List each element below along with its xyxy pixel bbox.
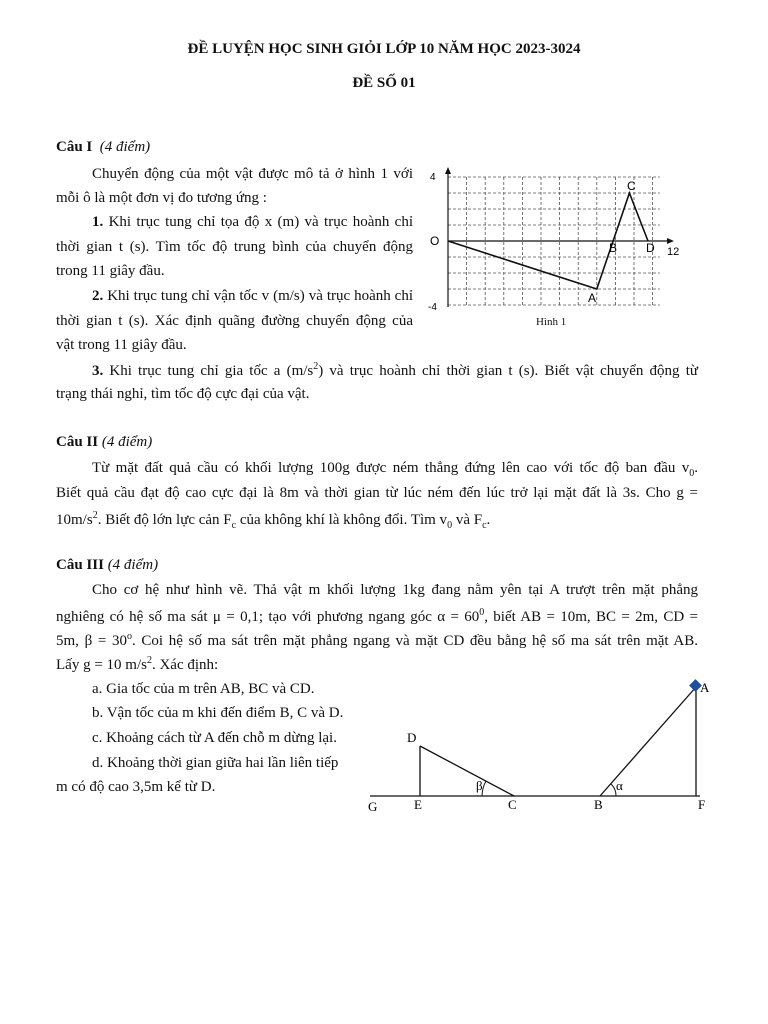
q1-intro-line-2: mỗi ô là một đơn vị đo tương ứng : xyxy=(56,190,267,206)
q1-part-1-number: 1. xyxy=(92,214,104,230)
figure-1-caption: Hình 1 xyxy=(536,316,567,328)
point-b-label: B xyxy=(609,241,618,255)
q2-line-1-text: Từ mặt đất quả cầu có khối lượng 100g được ném thẳng đứng lên cao với tốc độ ban đầu v xyxy=(92,460,690,476)
q2-line-1 xyxy=(92,460,698,479)
q3-line-2 xyxy=(56,607,698,626)
question-2-points: (4 điểm) xyxy=(101,434,153,450)
q3-item-d-line-2: m có độ cao 3,5m kể từ D. xyxy=(56,779,216,795)
question-2-label: Câu II xyxy=(56,434,99,450)
q2-l3b: 2 xyxy=(92,510,98,521)
figure-1-graph xyxy=(420,165,690,335)
label-g: G xyxy=(368,799,378,814)
y-axis-arrow-icon xyxy=(445,167,451,174)
label-c: C xyxy=(508,797,517,812)
question-1-points: (4 điểm) xyxy=(99,139,151,155)
q3-line-4 xyxy=(56,655,218,674)
point-d-label: D xyxy=(646,241,655,255)
question-1-label: Câu I xyxy=(56,139,93,155)
q2-l3i: . xyxy=(486,512,491,528)
x-axis-arrow-icon xyxy=(667,238,674,244)
q1-part-3-text-c: ) và trục hoành chỉ thời gian t (s). Biết vật chuyển động từ xyxy=(318,363,699,379)
point-c-label: C xyxy=(627,179,636,193)
q3-item-c: c. Khoảng cách từ A đến chỗ m dừng lại. xyxy=(92,730,337,746)
q3-l3b: o xyxy=(126,631,132,642)
label-alpha: α xyxy=(616,778,623,793)
q1-part-3-text-a: Khi trục tung chỉ gia tốc a (m/s xyxy=(109,363,314,379)
q2-line-1-sub: 0 xyxy=(689,468,695,479)
question-1-header xyxy=(56,139,150,156)
q1-part-2-number: 2. xyxy=(92,288,104,304)
q1-part-3-sup: 2 xyxy=(313,361,319,372)
figure-2-incline-system xyxy=(360,676,720,826)
q1-intro-line-1: Chuyển động của một vật được mô tả ở hình 1 với xyxy=(92,166,413,182)
point-a-label: A xyxy=(588,291,597,305)
q3-item-a: a. Gia tốc của m trên AB, BC và CD. xyxy=(92,681,315,697)
y-tick-top: 4 xyxy=(430,172,436,183)
q1-part-3-number: 3. xyxy=(92,363,104,379)
q3-line-1: Cho cơ hệ như hình vẽ. Thả vật m khối lượng 1kg đang nằm yên tại A trượt trên mặt phẳng xyxy=(92,582,698,598)
q3-l4a: Lấy g = 10 m/s xyxy=(56,657,147,673)
q2-l3d: c xyxy=(231,520,237,531)
q3-l2a: nghiêng có hệ số ma sát μ = 0,1; tạo với phương ngang góc α = 60 xyxy=(56,609,480,625)
q2-l3h: c xyxy=(482,520,487,531)
question-3-points: (4 điểm) xyxy=(107,557,159,573)
q2-l3g: và F xyxy=(452,512,483,528)
q3-l4c: . Xác định: xyxy=(151,657,219,673)
origin-label: O xyxy=(430,234,440,248)
page-title: ĐỀ LUYỆN HỌC SINH GIỎI LỚP 10 NĂM HỌC 2023-3024 xyxy=(187,41,581,57)
q1-part-3-line-1 xyxy=(92,361,698,380)
question-3-label: Câu III xyxy=(56,557,104,573)
label-b: B xyxy=(594,797,603,812)
label-d: D xyxy=(407,730,417,745)
q2-l3e: của không khí là không đổi. Tìm v xyxy=(236,512,448,528)
q3-item-d-line-1: d. Khoảng thời gian giữa hai lần liên tiếp xyxy=(92,755,339,771)
x-tick-end: 12 xyxy=(667,246,680,258)
q1-part-1-line-3: trong 11 giây đầu. xyxy=(56,263,165,279)
q1-part-2-line-2: thời gian t (s). Xác định quãng đường chuyển động của xyxy=(56,313,413,329)
q1-part-3-line-2: trạng thái nghỉ, tìm tốc độ cực đại của vật. xyxy=(56,386,310,402)
segment-dc xyxy=(420,746,514,796)
q3-item-b: b. Vận tốc của m khi đến điểm B, C và D. xyxy=(92,705,344,721)
q2-line-3 xyxy=(56,510,490,531)
q1-part-1-line-2: thời gian t (s). Tìm tốc độ trung bình của chuyển động xyxy=(56,239,413,255)
q3-l3c: . Coi hệ số ma sát trên mặt phẳng ngang và mặt CD đều bằng hệ số ma sát trên mặt AB. xyxy=(131,633,698,649)
q1-part-1-text-1: Khi trục tung chỉ tọa độ x (m) và trục hoành chỉ xyxy=(108,214,414,230)
segment-ab xyxy=(600,687,696,796)
q2-l3a: 10m/s xyxy=(56,512,93,528)
label-e: E xyxy=(414,797,422,812)
label-beta: β xyxy=(476,778,483,793)
label-a: A xyxy=(700,680,710,695)
y-tick-bottom: -4 xyxy=(428,302,437,313)
q3-l4b: 2 xyxy=(146,655,152,666)
exam-number: ĐỀ SỐ 01 xyxy=(352,75,416,91)
q1-part-2-line-1 xyxy=(92,288,413,305)
label-f: F xyxy=(698,797,706,812)
q2-l3c: . Biết độ lớn lực cản F xyxy=(97,512,232,528)
question-2-header xyxy=(56,434,152,451)
q2-line-1-end: . xyxy=(694,460,698,476)
q3-line-3 xyxy=(56,631,698,650)
q3-l2b: 0 xyxy=(479,607,485,618)
q3-l2c: , biết AB = 10m, BC = 2m, CD = xyxy=(484,609,698,625)
q1-part-2-line-3: vật trong 11 giây đầu. xyxy=(56,337,187,353)
q1-part-1-line-1 xyxy=(92,214,413,231)
q2-l3f: 0 xyxy=(447,520,453,531)
q3-l3a: 5m, β = 30 xyxy=(56,633,127,649)
question-3-header xyxy=(56,557,158,574)
q2-line-2: Biết quả cầu đạt độ cao cực đại là 8m và thời gian từ lúc ném đến lúc trở lại mặt đất là 3s. Cho g = xyxy=(56,485,698,501)
q1-part-2-text-1: Khi trục tung chỉ vận tốc v (m/s) và trục hoành chỉ xyxy=(107,288,414,304)
